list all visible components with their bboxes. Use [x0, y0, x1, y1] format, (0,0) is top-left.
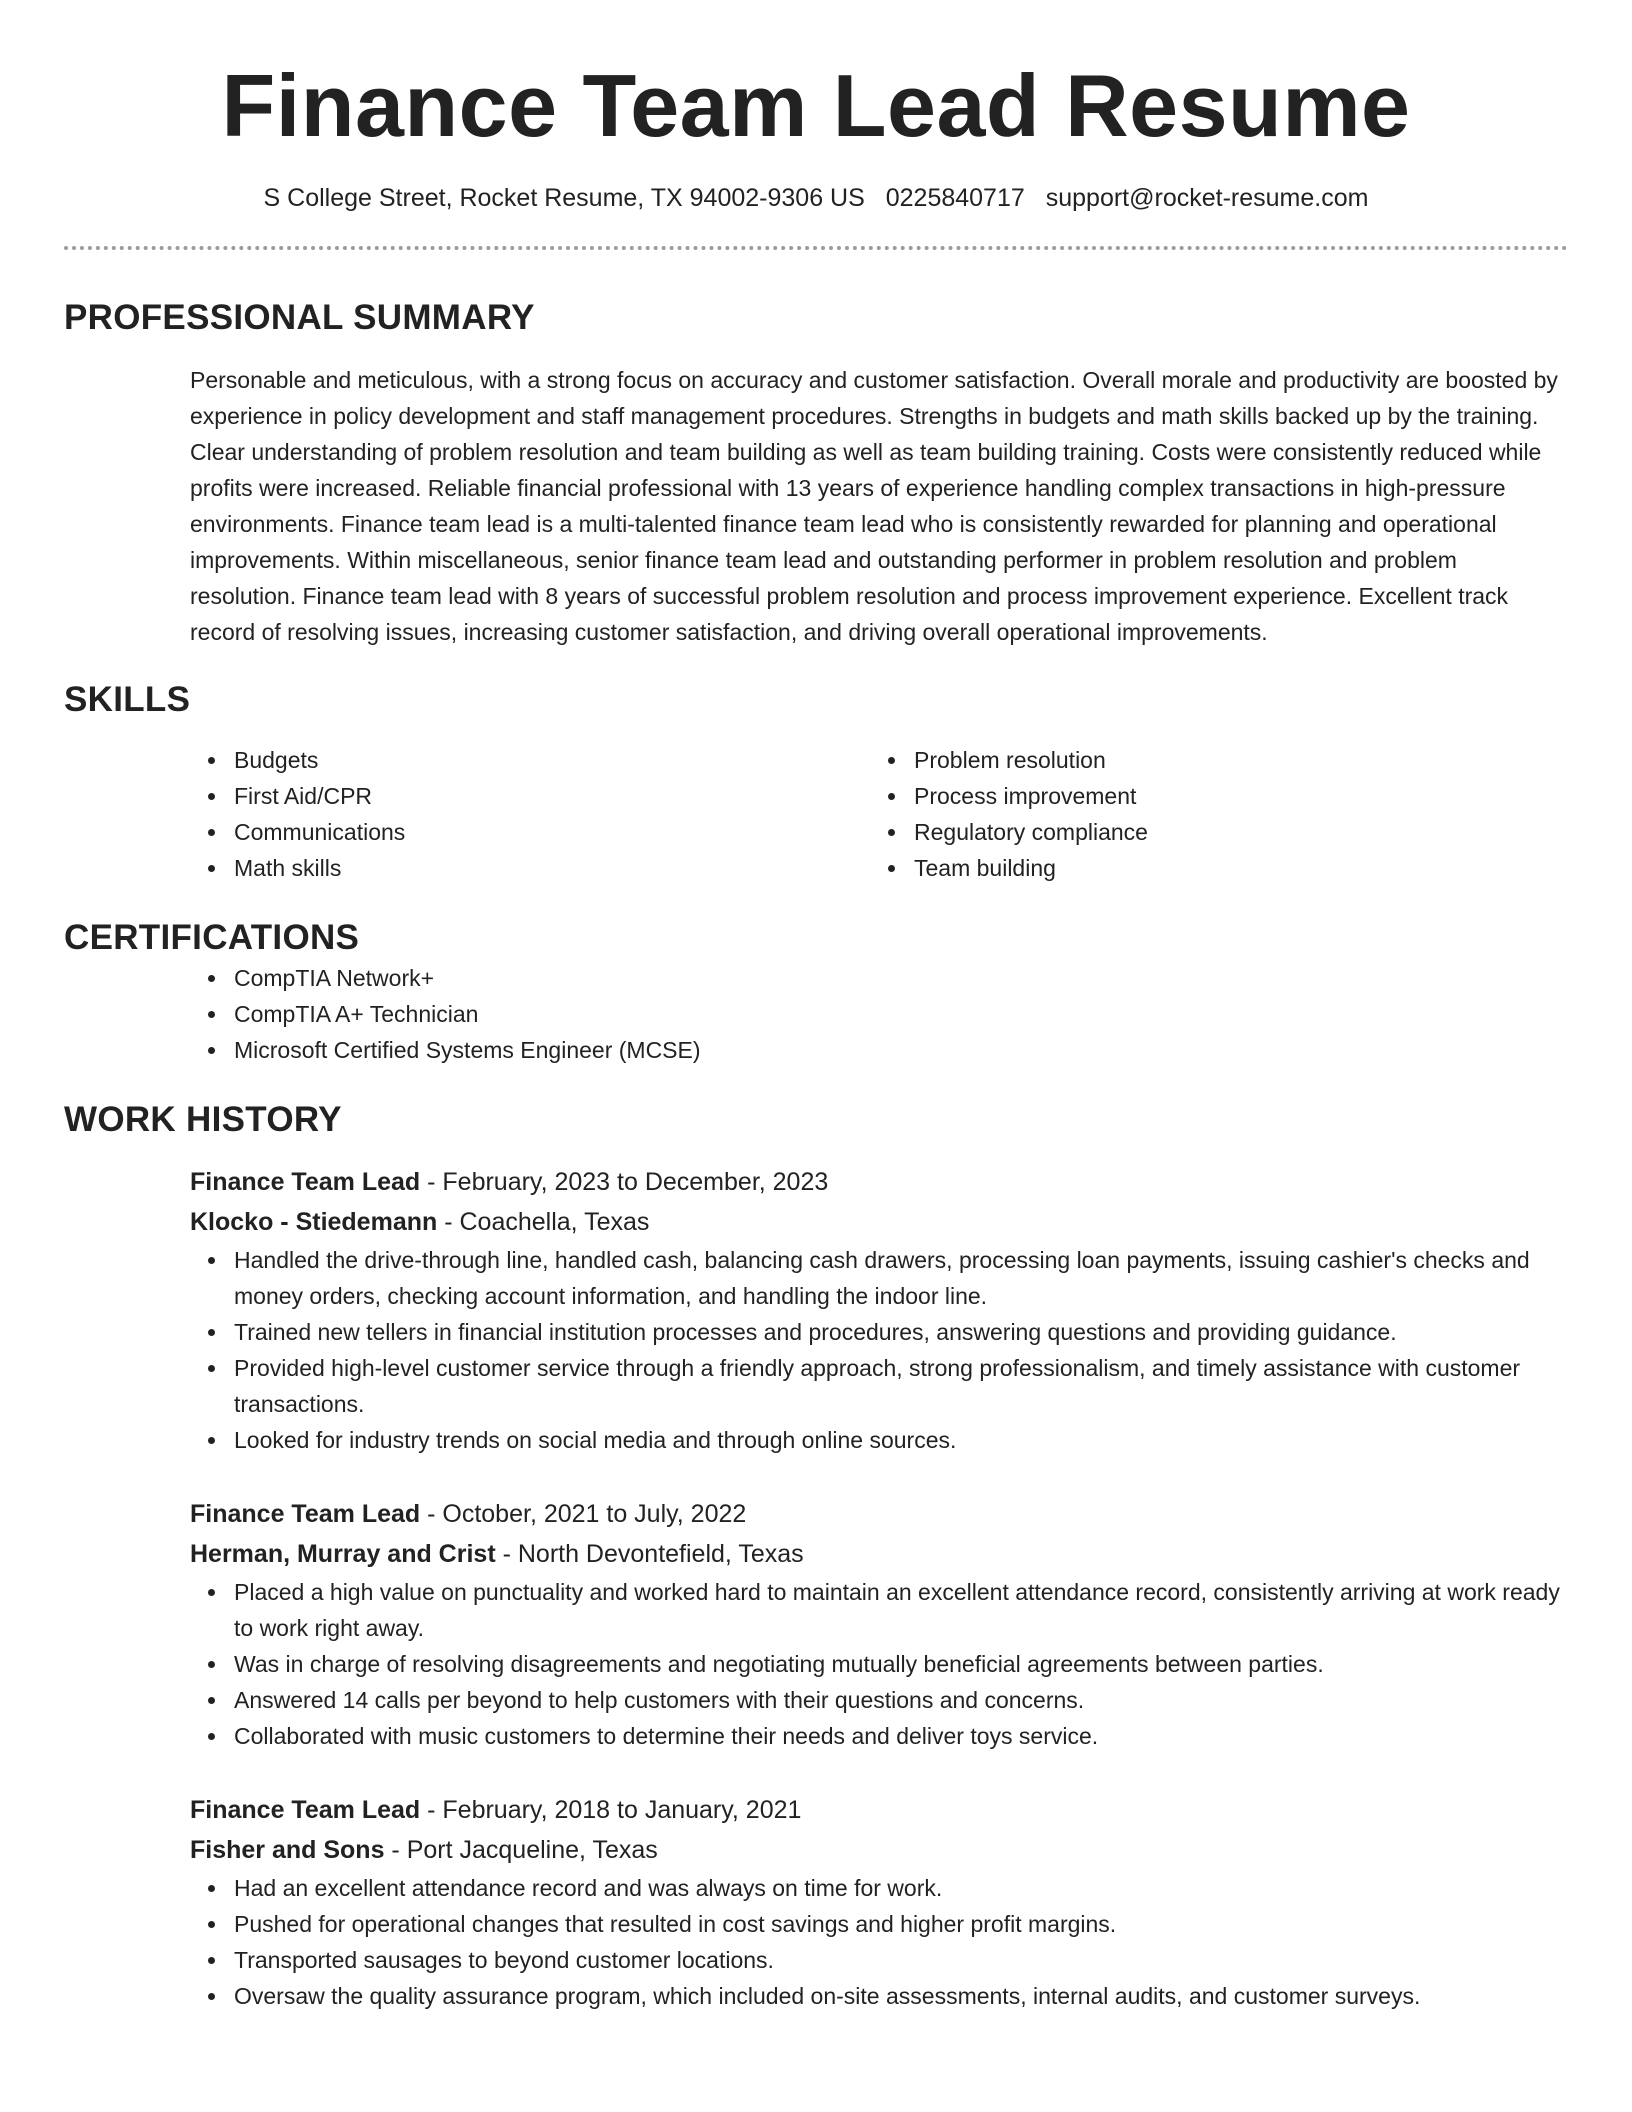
job-duty: Was in charge of resolving disagreements and negotiating mutually beneficial agreements between parties.: [234, 1646, 1568, 1682]
job-location: - Coachella, Texas: [437, 1208, 650, 1236]
job-title: Finance Team Lead: [190, 1168, 421, 1196]
skills-list-left: [190, 742, 870, 886]
job-title-line: [190, 1494, 1568, 1534]
job-dates: - February, 2023 to December, 2023: [420, 1168, 829, 1196]
job-duties-list: [190, 1242, 1568, 1458]
summary-text: Personable and meticulous, with a strong focus on accuracy and customer satisfaction. Overall morale and productivity are boosted by experience in policy development and staff management procedures. Strengths in budgets and math skills backed up by the training. Clear understanding of problem resolution and team building as well as team building training. Costs were consistently reduced while profits were increased. Reliable financial professional with 13 years of experience handling complex transactions in high-pressure environments. Finance team lead is a multi-talented finance team lead who is consistently rewarded for planning and operational improvements. Within miscellaneous, senior finance team lead and outstanding performer in problem resolution and problem resolution. Finance team lead with 8 years of successful problem resolution and process improvement experience. Excellent track record of resolving issues, increasing customer satisfaction, and driving overall operational improvements.: [190, 367, 1558, 645]
job-duty: Had an excellent attendance record and was always on time for work.: [234, 1870, 1568, 1906]
skill-item: Team building: [914, 850, 1550, 886]
job-company-line: [190, 1534, 1568, 1574]
certifications-section: [64, 916, 1568, 1068]
work-history-heading: WORK HISTORY: [64, 1100, 342, 1139]
certification-item: CompTIA A+ Technician: [234, 996, 1568, 1032]
contact-line: [64, 180, 1568, 216]
job-duty: Handled the drive-through line, handled cash, balancing cash drawers, processing loan payments, issuing cashier's checks and money orders, checking account information, and handling the indoor line.: [234, 1242, 1568, 1314]
certification-item: CompTIA Network+: [234, 960, 1568, 996]
job-duties-list: [190, 1870, 1568, 2014]
job-entry: [190, 1162, 1568, 1458]
work-history-section: [64, 1098, 1568, 2014]
job-duties-list: [190, 1574, 1568, 1754]
job-entry: [190, 1790, 1568, 2014]
header-divider: [64, 246, 1568, 250]
job-location: - North Devontefield, Texas: [495, 1540, 804, 1568]
skill-item: First Aid/CPR: [234, 778, 870, 814]
certifications-heading: CERTIFICATIONS: [64, 918, 360, 957]
job-company: Klocko - Stiedemann: [190, 1208, 438, 1236]
skill-item: Regulatory compliance: [914, 814, 1550, 850]
job-dates: - February, 2018 to January, 2021: [420, 1796, 802, 1824]
job-company-line: [190, 1830, 1568, 1870]
job-title-line: [190, 1790, 1568, 1830]
certification-item: Microsoft Certified Systems Engineer (MCSE): [234, 1032, 1568, 1068]
job-duty: Provided high-level customer service through a friendly approach, strong professionalism, and timely assistance with customer transactions.: [234, 1350, 1568, 1422]
skill-item: Communications: [234, 814, 870, 850]
skill-item: Problem resolution: [914, 742, 1550, 778]
summary-section: [64, 296, 1568, 650]
job-company-line: [190, 1202, 1568, 1242]
skills-section: [64, 678, 1568, 886]
certifications-list: [190, 960, 1568, 1068]
skills-list-right: [870, 742, 1550, 886]
resume-header: [64, 0, 1568, 216]
job-duty: Oversaw the quality assurance program, which included on-site assessments, internal audits, and customer surveys.: [234, 1978, 1568, 2014]
contact-address: S College Street, Rocket Resume, TX 94002-9306 US: [263, 184, 865, 212]
job-duty: Collaborated with music customers to determine their needs and deliver toys service.: [234, 1718, 1568, 1754]
skill-item: Budgets: [234, 742, 870, 778]
job-location: - Port Jacqueline, Texas: [384, 1836, 658, 1864]
job-company: Fisher and Sons: [190, 1836, 385, 1864]
skills-heading: SKILLS: [64, 680, 191, 719]
job-title: Finance Team Lead: [190, 1796, 421, 1824]
job-title-line: [190, 1162, 1568, 1202]
skills-columns: [190, 742, 1568, 886]
job-duty: Pushed for operational changes that resulted in cost savings and higher profit margins.: [234, 1906, 1568, 1942]
resume-title: Finance Team Lead Resume: [221, 56, 1411, 155]
job-dates: - October, 2021 to July, 2022: [420, 1500, 747, 1528]
contact-phone: 0225840717: [885, 184, 1025, 212]
summary-heading: PROFESSIONAL SUMMARY: [64, 298, 535, 337]
job-duty: Trained new tellers in financial institution processes and procedures, answering questions and providing guidance.: [234, 1314, 1568, 1350]
skill-item: Math skills: [234, 850, 870, 886]
job-title: Finance Team Lead: [190, 1500, 421, 1528]
job-duty: Answered 14 calls per beyond to help customers with their questions and concerns.: [234, 1682, 1568, 1718]
job-duty: Transported sausages to beyond customer locations.: [234, 1942, 1568, 1978]
skill-item: Process improvement: [914, 778, 1550, 814]
contact-email: support@rocket-resume.com: [1045, 184, 1369, 212]
job-entry: [190, 1494, 1568, 1754]
job-duty: Looked for industry trends on social media and through online sources.: [234, 1422, 1568, 1458]
job-company: Herman, Murray and Crist: [190, 1540, 496, 1568]
job-duty: Placed a high value on punctuality and worked hard to maintain an excellent attendance record, consistently arriving at work ready to work right away.: [234, 1574, 1568, 1646]
